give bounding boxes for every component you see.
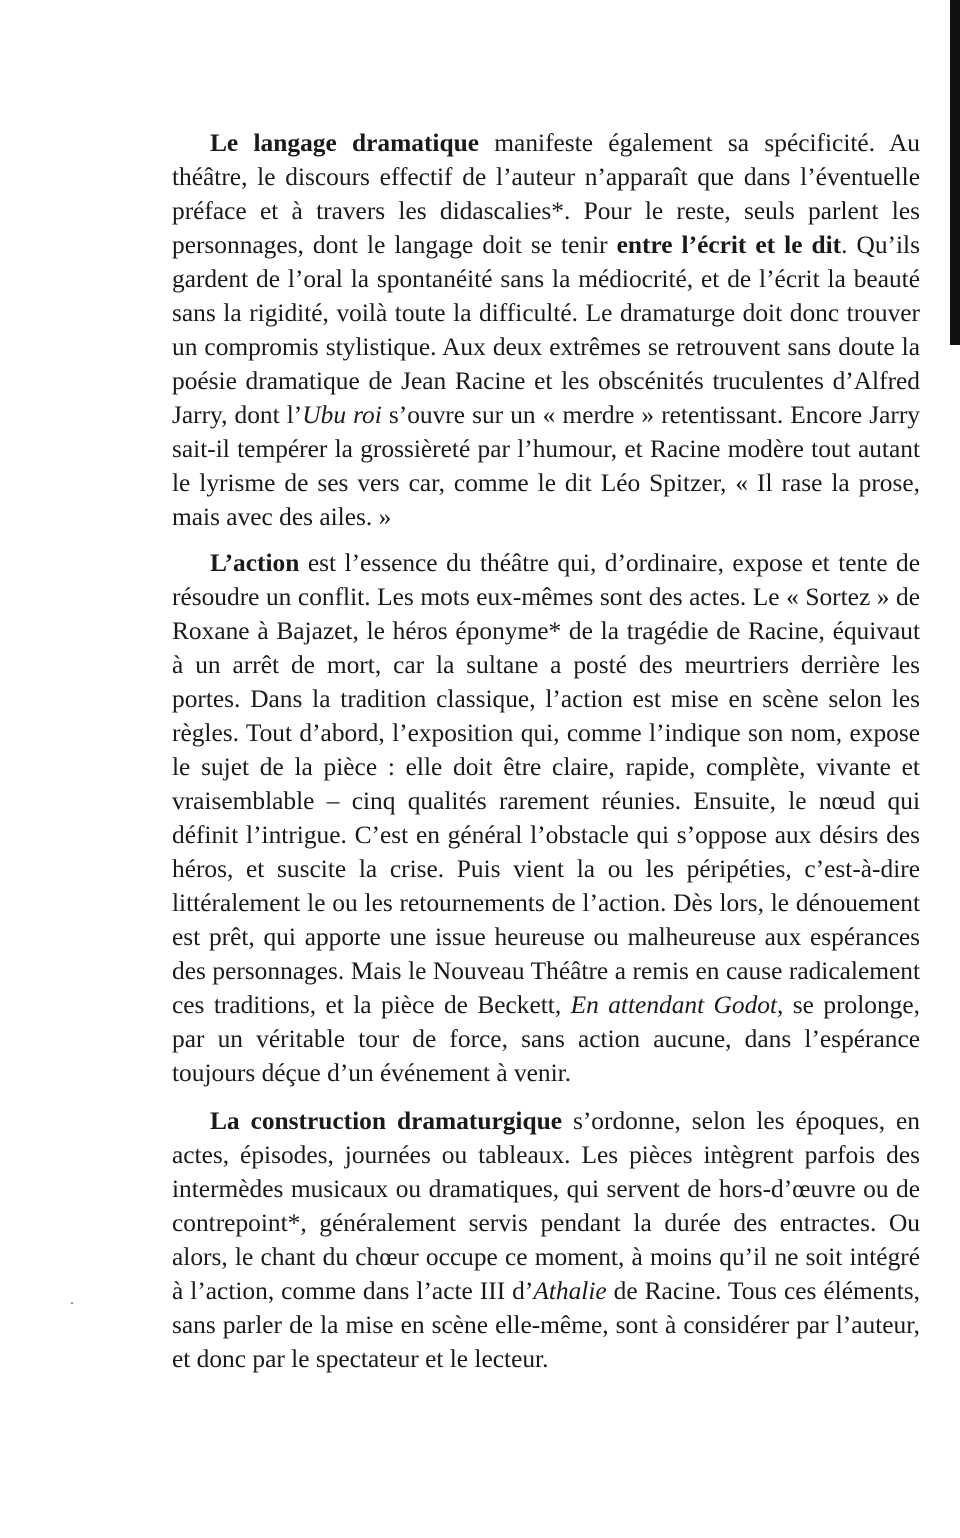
paragraph-text: de Racine. Tous ces éléments, sans parler de la mise en scène elle-même, sont à considérer par l’auteur, et donc par le spectateur et le lecteur. [172,1277,920,1373]
paragraph-text: . Qu’ils gardent de l’oral la spontanéité sans la médiocrité, et de l’écrit la beauté sans la rigidité, voilà toute la difficulté. Le dramaturge doit donc trouver un compromis stylistique. Aux deux extrêmes se retrouvent sans doute la poésie dramatique de Jean Racine et les obscénités truculentes d’Alfred Jarry, dont l’ [172,231,920,429]
page-edge-tab [950,0,960,345]
paragraph-text: , se prolonge, par un véritable tour de force, sans action aucune, dans l’espérance toujours déçue d’un événement à venir. [172,991,920,1087]
paragraph-text: s’ordonne, selon les époques, en actes, épisodes, journées ou tableaux. Les pièces intègrent parfois des intermèdes musicaux ou dramatiques, qui servent de hors-d’œuvre ou de contrepoint*, généralement servis pendant la durée des entractes. Ou alors, le chant du chœur occupe ce moment, à moins qu’il ne soit intégré à l’action, comme dans l’acte III d’ [172,1107,920,1305]
bold-phrase: entre l’écrit et le dit [616,231,842,259]
body-text [172,126,920,1376]
paragraph-action [172,546,920,1090]
paragraph-lead: Le langage dramatique [210,129,479,157]
paragraph-text: est l’essence du théâtre qui, d’ordinaire, expose et tente de résoudre un conflit. Les mots eux-mêmes sont des actes. Le « Sortez » de Roxane à Bajazet, le héros éponyme* de la tragédie de Racine, équivaut à un arrêt de mort, car la sultane a posté des meurtriers derrière les portes. Dans la tradition classique, l’action est mise en scène selon les règles. Tout d’abord, l’exposition qui, comme l’indique son nom, expose le sujet de la pièce : elle doit être claire, rapide, complète, vivante et vraisemblable – cinq qualités rarement réunies. Ensuite, le nœud qui définit l’intrigue. C’est en général l’obstacle qui s’oppose aux désirs des héros, et suscite la crise. Puis vient la ou les péripéties, c’est-à-dire littéralement le ou les retournements de l’action. Dès lors, le dénouement est prêt, qui apporte une issue heureuse ou malheureuse aux espérances des personnages. Mais le Nouveau Théâtre a remis en cause radicalement ces traditions, et la pièce de Beckett, [172,549,920,1019]
paragraph-text: s’ouvre sur un « merdre » retentissant. Encore Jarry sait-il tempérer la grossièreté par l’humour, et Racine modère tout autant le lyrisme de ses vers car, comme le dit Léo Spitzer, « Il rase la prose, mais avec des ailes. » [172,401,920,531]
work-title: Ubu roi [302,401,382,429]
work-title: Athalie [533,1277,607,1305]
paragraph-text: manifeste également sa spécificité. Au théâtre, le discours effectif de l’auteur n’apparaît que dans l’éventuelle préface et à travers les didascalies*. Pour le reste, seuls parlent les personnages, dont le langage doit se tenir [172,129,920,259]
work-title: En attendant Godot [570,991,778,1019]
scan-speck [71,1302,73,1304]
paragraph-lead: La construction dramaturgique [210,1107,562,1135]
paragraph-lead: L’action [210,549,300,577]
paragraph-construction-dramaturgique [172,1104,920,1376]
paragraph-langage-dramatique [172,126,920,534]
